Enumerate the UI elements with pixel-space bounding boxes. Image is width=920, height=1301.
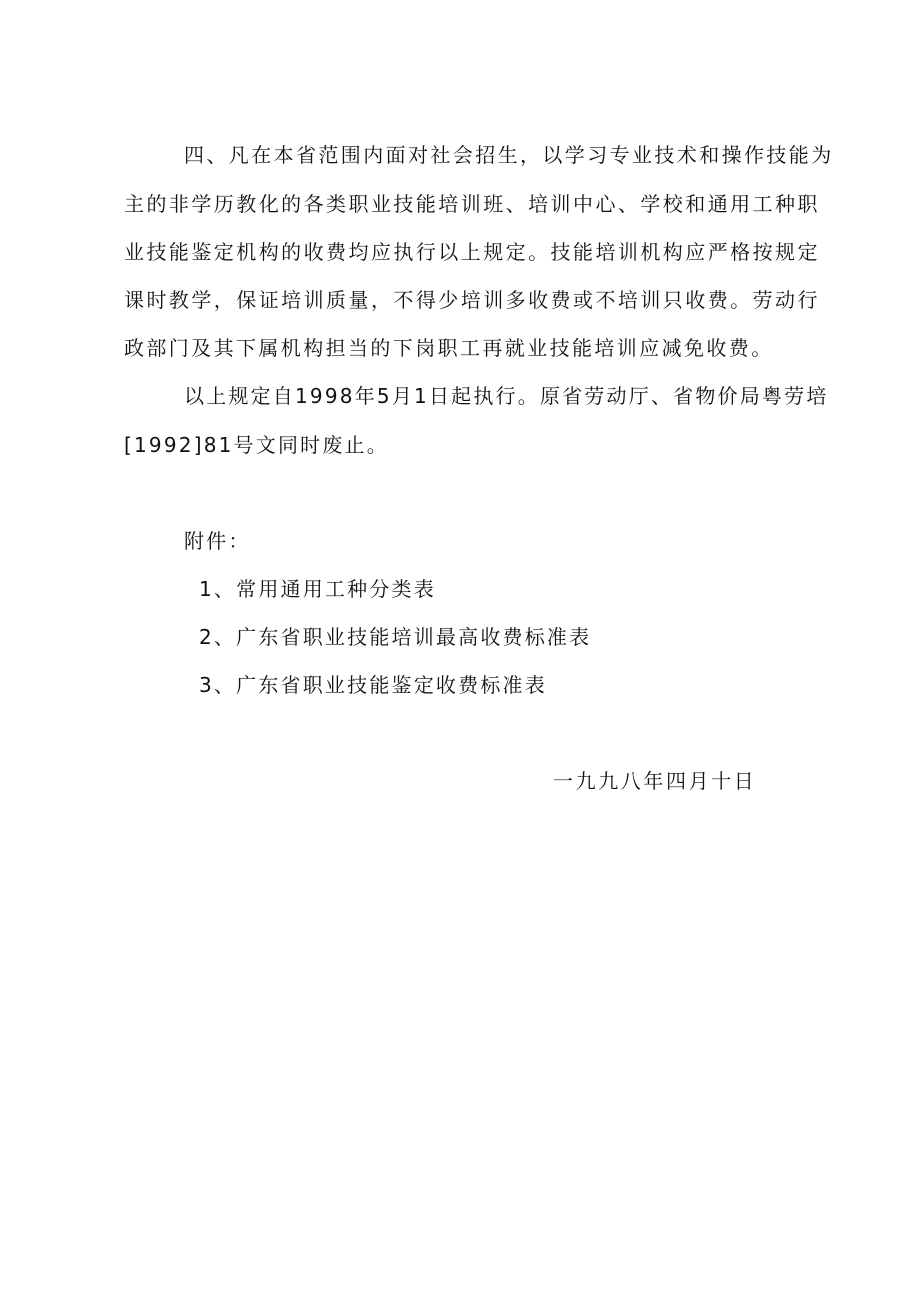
paragraph-4-line-4: 课时教学，保证培训质量，不得少培训多收费或不培训只收费。劳动行 <box>124 288 820 312</box>
document-date: 一九九八年四月十日 <box>553 769 757 793</box>
attachment-item-2: 2、广东省职业技能培训最高收费标准表 <box>199 625 592 649</box>
paragraph-4-line-5: 政部门及其下属机构担当的下岗职工再就业技能培训应减免收费。 <box>124 336 774 360</box>
effective-date-line-1: 以上规定自1998年5月1日起执行。原省劳动厅、省物价局粤劳培 <box>184 384 829 408</box>
attachment-item-1: 1、常用通用工种分类表 <box>199 577 436 601</box>
paragraph-4-line-1: 四、凡在本省范围内面对社会招生，以学习专业技术和操作技能为 <box>184 143 834 167</box>
effective-date-line-2: [1992]81号文同时废止。 <box>124 433 389 457</box>
attachment-item-3: 3、广东省职业技能鉴定收费标准表 <box>199 673 547 697</box>
paragraph-4-line-2: 主的非学历教化的各类职业技能培训班、培训中心、学校和通用工种职 <box>124 192 820 216</box>
paragraph-4-line-3: 业技能鉴定机构的收费均应执行以上规定。技能培训机构应严格按规定 <box>124 240 820 264</box>
attachments-title: 附件： <box>184 529 251 553</box>
